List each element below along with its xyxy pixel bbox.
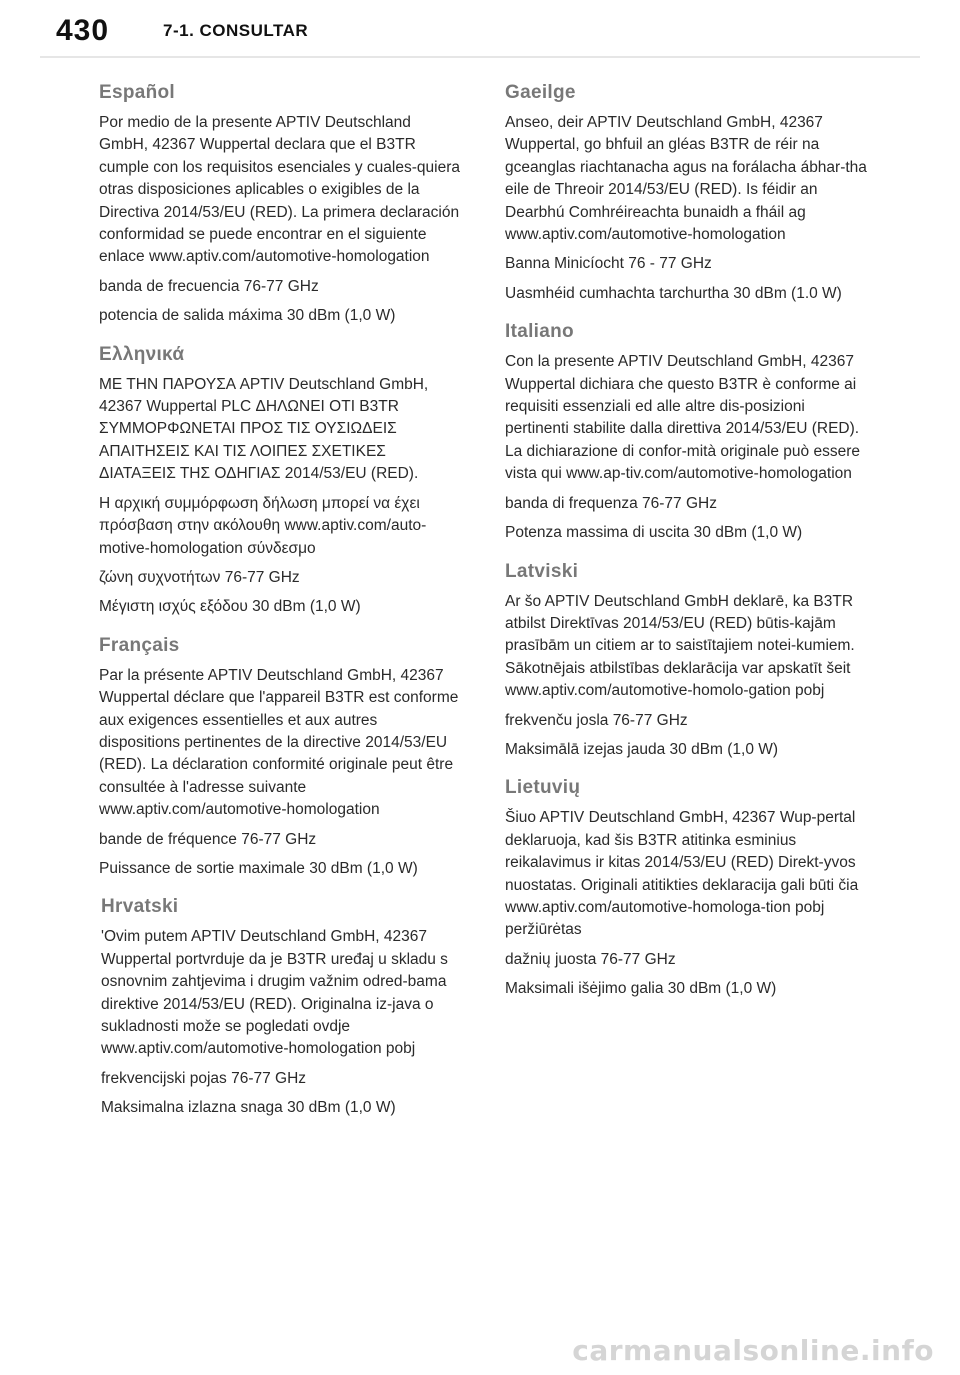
declaration-text: Ar šo APTIV Deutschland GmbH deklarē, ka B3TR atbilst Direktīvas 2014/53/EU (RED) būtis-kajām prasībām un citiem ar to saistītajiem notei-kumiem. Sākotnējais atbilstības deklarācija var apskatīt šeit www.aptiv.com/automotive-homolo-gation pobj [505, 592, 855, 700]
section-italiano [505, 319, 867, 544]
right-column [505, 80, 867, 1008]
frequency-band: bande de fréquence 76-77 GHz [99, 830, 317, 848]
section-heading: Hrvatski [101, 896, 179, 918]
section-espanol [99, 80, 461, 328]
max-output-power: potencia de salida máxima 30 dBm (1,0 W) [99, 307, 396, 325]
frequency-band: Banna Minicíocht 76 - 77 GHz [505, 255, 712, 273]
max-output-power: Maksimalna izlazna snaga 30 dBm (1,0 W) [101, 1099, 396, 1117]
declaration-text: Con la presente APTIV Deutschland GmbH, 42367 Wuppertal dichiara che questo B3TR è conforme ai requisiti essenziali ed alle altre dis-posizioni pertinenti stabilite dalla direttiva 2014/53/EU (RED). La dichiarazione di confor-mità originale può essere vista qui www.ap-tiv.com/automotive-homologation [505, 353, 860, 483]
section-hrvatski [101, 894, 461, 1119]
chapter-title: 7-1. CONSULTAR [163, 21, 309, 40]
max-output-power: Maksimali išėjimo galia 30 dBm (1,0 W) [505, 980, 777, 998]
section-gaeilge [505, 80, 867, 305]
max-output-power: Puissance de sortie maximale 30 dBm (1,0 W) [99, 859, 418, 877]
header-bar [0, 0, 960, 40]
max-output-power: Maksimālā izejas jauda 30 dBm (1,0 W) [505, 740, 779, 758]
declaration-text: Anseo, deir APTIV Deutschland GmbH, 42367 Wuppertal, go bhfuil an gléas B3TR de réir na gceanglas riachtanacha agus na forálacha ábhar-tha eile de Threoir 2014/53/EU (RED). Is féidir an Dearbhú Comhréireachta bunaidh a fháil ag www.aptiv.com/automotive-homologation [505, 114, 867, 244]
frequency-band: banda di frequenza 76-77 GHz [505, 494, 717, 512]
max-output-power: Potenza massima di uscita 30 dBm (1,0 W) [505, 524, 803, 542]
declaration-text: Por medio de la presente APTIV Deutschland GmbH, 42367 Wuppertal declara que el B3TR cumple con los requisitos esenciales y cuales-quiera otras disposiciones aplicables o exigibles de la Directiva 2014/53/EU (RED). La primera declaración conformidad se puede encontrar en el siguiente enlace www.aptiv.com/automotive-homologation [99, 114, 460, 266]
section-heading: Gaeilge [505, 82, 576, 103]
declaration-text: ΜΕ ΤΗΝ ΠΑΡΟΥΣΑ APTIV Deutschland GmbH, 42367 Wuppertal PLC ΔΗΛΩΝΕΙ ΟΤΙ B3TR ΣΥΜΜΟΡΦΩΝΕΤΑΙ ΠΡΟΣ ΤΙΣ ΟΥΣΙΩΔΕΙΣ ΑΠΑΙΤΗΣΕΙΣ ΚΑΙ ΤΙΣ ΛΟΙΠΕΣ ΣΧΕΤΙΚΕΣ ΔΙΑΤΑΞΕΙΣ ΤΗΣ ΟΔΗΓΙΑΣ 2014/53/EU (RED). [99, 375, 429, 483]
section-lietuviu [505, 775, 867, 1000]
section-heading: Latviski [505, 560, 579, 582]
section-latviski [505, 559, 867, 762]
frequency-band: frekvencijski pojas 76-77 GHz [101, 1069, 307, 1087]
frequency-band: banda de frecuencia 76-77 GHz [99, 277, 319, 295]
declaration-text: 'Ovim putem APTIV Deutschland GmbH, 42367 Wuppertal portvrduje da je B3TR uređaj u skladu s osnovnim zahtjevima i drugim važnim odred-bama direktive 2014/53/EU (RED). Originalna iz-java o sukladnosti može se pogledati ovdje www.aptiv.com/automotive-homologation pobj [101, 928, 448, 1058]
left-column [99, 80, 461, 1127]
section-heading: Ελληνικά [99, 343, 185, 365]
declaration-text: Par la présente APTIV Deutschland GmbH, 42367 Wuppertal déclare que l'appareil B3TR est conforme aux exigences essentielles et aux autres dispositions pertinentes de la directive 2014/53/EU (RED). La déclaration conformité originale peut être consultée à l'adresse suivante www.aptiv.com/automotive-homologation [99, 666, 459, 819]
page-header [0, 0, 960, 70]
declaration-text: Šiuo APTIV Deutschland GmbH, 42367 Wup-pertal deklaruoja, kad šis B3TR atitinka esminius reikalavimus ir kitas 2014/53/EU (RED) Direkt-yvos nuostatas. Originali atitikties deklaracija gali būti čia www.aptiv.com/automotive-homologa-tion pobj peržiūrėtas [505, 809, 859, 939]
max-output-power: Μέγιστη ισχύς εξόδου 30 dBm (1,0 W) [99, 598, 361, 616]
header-divider [40, 56, 920, 58]
section-heading: Italiano [505, 321, 574, 343]
section-heading: Español [99, 82, 176, 103]
frequency-band: dažnių juosta 76-77 GHz [505, 950, 676, 968]
declaration-link-text: Η αρχική συμμόρφωση δήλωση μπορεί να έχει πρόσβαση στην ακόλουθη www.aptiv.com/auto-motive-homologation σύνδεσμο [99, 494, 427, 557]
frequency-band: frekvenču josla 76-77 GHz [505, 711, 688, 729]
site-watermark: carmanualsonline.info [572, 1334, 934, 1367]
page-number: 430 [56, 14, 110, 47]
section-heading: Lietuvių [505, 777, 581, 799]
max-output-power: Uasmhéid cumhachta tarchurtha 30 dBm (1.0 W) [505, 284, 842, 302]
section-francais [99, 633, 461, 881]
section-heading: Français [99, 634, 180, 656]
section-ellinika [99, 342, 461, 619]
frequency-band: ζώνη συχνοτήτων 76-77 GHz [99, 568, 300, 586]
